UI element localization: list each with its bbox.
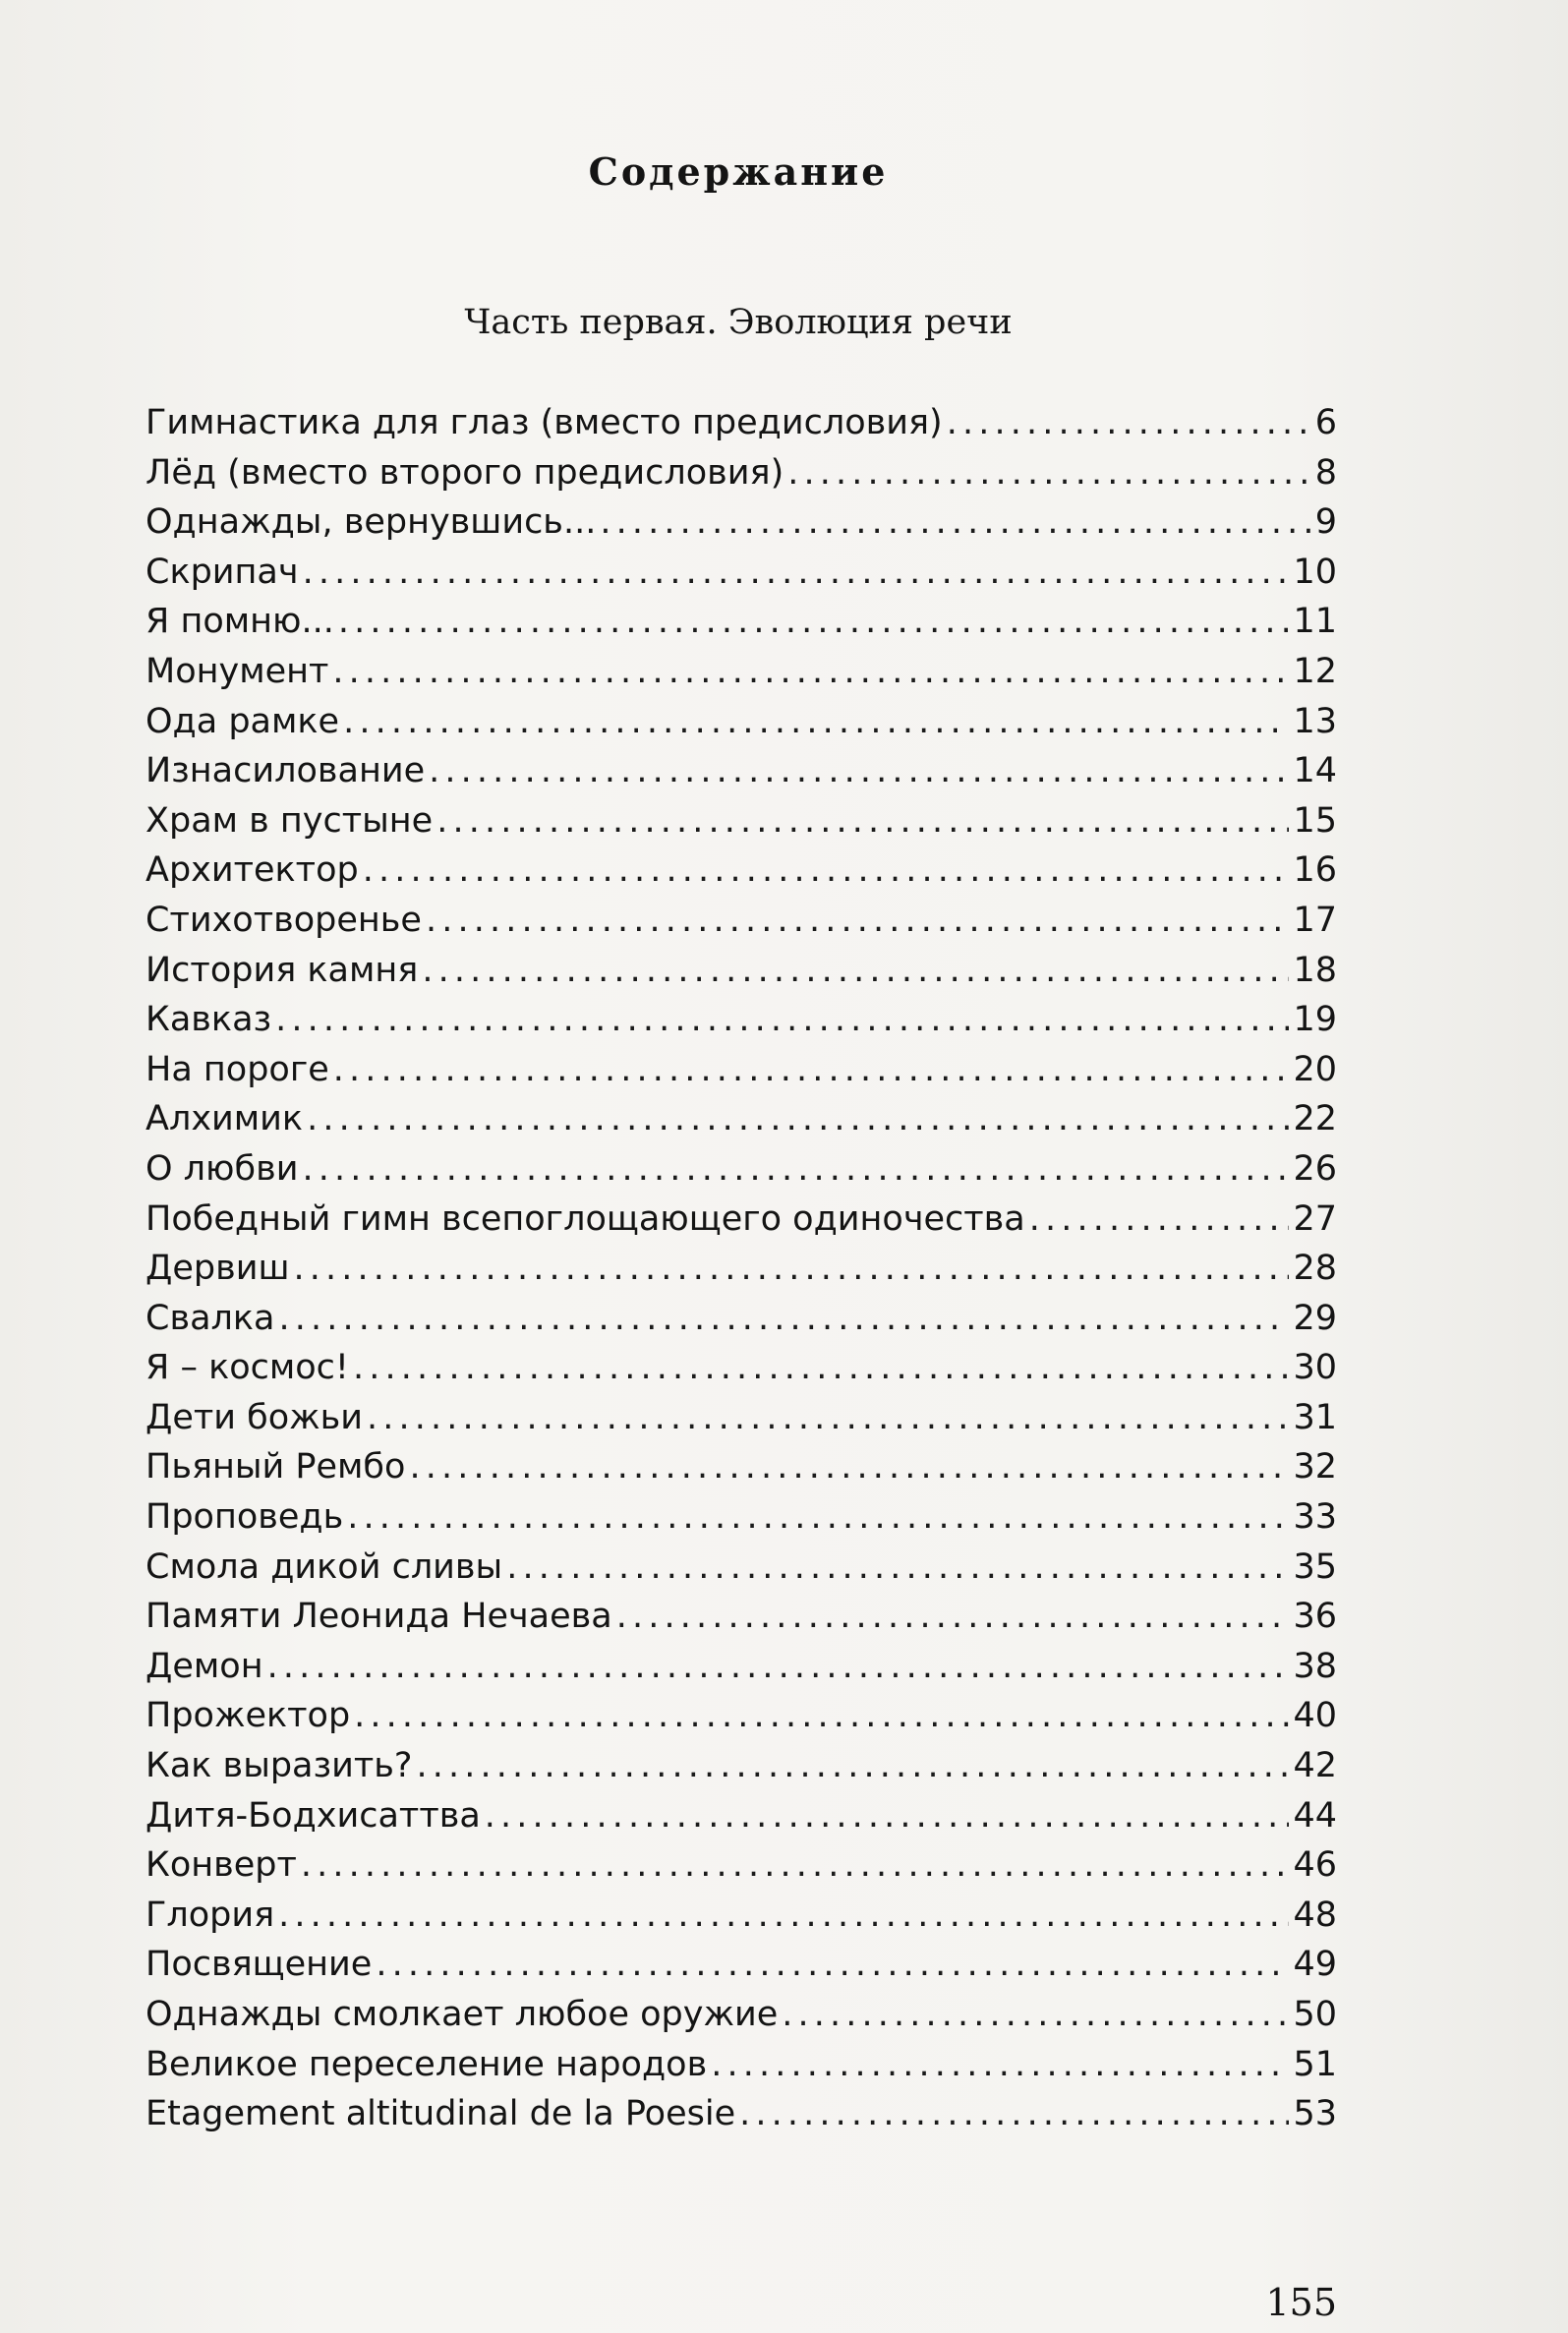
page-title: Содержание — [588, 149, 889, 194]
toc-entry-title: Etagement altitudinal de la Poesie — [145, 2094, 736, 2134]
toc-entry — [145, 1990, 1337, 2040]
toc-entry — [145, 1045, 1337, 1095]
toc-entry — [145, 1691, 1337, 1741]
dot-leader — [332, 647, 1289, 697]
toc-entry-title: История камня — [145, 950, 419, 990]
toc-entry-page: 33 — [1293, 1497, 1337, 1538]
dot-leader — [307, 1094, 1289, 1144]
dot-leader — [416, 1741, 1289, 1791]
toc-entry-page: 50 — [1293, 1995, 1337, 2034]
toc-entry-title: Демон — [145, 1646, 263, 1686]
toc-entry-page: 22 — [1293, 1099, 1337, 1139]
toc-entry-title: Как выразить? — [145, 1746, 413, 1786]
toc-entry-title: Глория — [145, 1895, 275, 1935]
dot-leader — [343, 697, 1289, 747]
toc-entry-page: 12 — [1293, 651, 1337, 691]
dot-leader — [422, 946, 1289, 996]
toc-entry — [145, 1195, 1337, 1245]
toc-entry-title: Изнасилование — [145, 751, 426, 791]
dot-leader — [278, 1294, 1289, 1344]
dot-leader — [294, 1244, 1290, 1294]
toc-entry-page: 44 — [1293, 1795, 1337, 1836]
toc-entry-page: 29 — [1293, 1298, 1337, 1338]
toc-entry-page: 28 — [1293, 1249, 1337, 1289]
dot-leader — [353, 1343, 1289, 1393]
toc-entry-page: 9 — [1314, 502, 1337, 543]
toc-entry — [145, 1144, 1337, 1195]
toc-entry-page: 26 — [1293, 1148, 1337, 1189]
dot-leader — [506, 1543, 1289, 1593]
table-of-contents — [145, 398, 1337, 2139]
toc-entry — [145, 2089, 1337, 2139]
toc-entry — [145, 1940, 1337, 1990]
toc-entry-title: Храм в пустыне — [145, 800, 434, 841]
dot-leader — [485, 1791, 1290, 1841]
dot-leader — [711, 2040, 1289, 2090]
toc-entry-title: Кавказ — [145, 1000, 272, 1040]
toc-entry-title: Алхимик — [145, 1099, 304, 1139]
toc-entry-page: 13 — [1293, 701, 1337, 741]
toc-entry-page: 14 — [1293, 751, 1337, 791]
toc-entry — [145, 995, 1337, 1045]
toc-entry-title: На пороге — [145, 1049, 329, 1089]
toc-entry-title: Я – космос! — [145, 1348, 349, 1388]
toc-entry-page: 38 — [1293, 1646, 1337, 1686]
toc-entry — [145, 1393, 1337, 1443]
toc-entry — [145, 1592, 1337, 1642]
toc-entry-page: 17 — [1293, 900, 1337, 940]
toc-entry-page: 42 — [1293, 1746, 1337, 1786]
dot-leader — [354, 1691, 1289, 1741]
toc-entry-title: Проповедь — [145, 1497, 344, 1538]
toc-entry-title: Смола дикой сливы — [145, 1546, 503, 1587]
toc-entry — [145, 1741, 1337, 1791]
toc-entry-page: 11 — [1293, 602, 1337, 642]
dot-leader — [302, 1144, 1289, 1195]
toc-entry — [145, 1543, 1337, 1593]
toc-entry-title: Великое переселение народов — [145, 2044, 708, 2084]
toc-entry-title: Дервиш — [145, 1249, 290, 1289]
toc-entry — [145, 597, 1337, 647]
toc-entry-page: 53 — [1293, 2094, 1337, 2134]
dot-leader — [409, 1442, 1289, 1492]
toc-entry-title: Конверт — [145, 1845, 297, 1886]
toc-entry-title: Дети божьи — [145, 1397, 364, 1437]
toc-entry-page: 18 — [1293, 950, 1337, 990]
toc-entry — [145, 497, 1337, 548]
dot-leader — [267, 1642, 1290, 1692]
toc-entry — [145, 746, 1337, 796]
part-heading: Часть первая. Эволюция речи — [464, 303, 1013, 342]
toc-entry — [145, 647, 1337, 697]
toc-entry — [145, 946, 1337, 996]
toc-entry-title: Я помню... — [145, 602, 334, 642]
toc-entry-page: 6 — [1314, 403, 1337, 442]
toc-entry-title: Дитя-Бодхисаттва — [145, 1795, 481, 1836]
toc-entry — [145, 697, 1337, 747]
toc-entry-title: Лёд (вместо второго предисловия) — [145, 452, 784, 493]
dot-leader — [301, 1840, 1290, 1891]
toc-entry-page: 8 — [1314, 452, 1337, 493]
toc-entry — [145, 1294, 1337, 1344]
toc-entry — [145, 896, 1337, 946]
toc-entry-page: 40 — [1293, 1696, 1337, 1736]
toc-entry-title: Монумент — [145, 651, 329, 691]
toc-entry-title: Посвящение — [145, 1945, 373, 1985]
toc-entry — [145, 1442, 1337, 1492]
toc-entry — [145, 1492, 1337, 1543]
dot-leader — [303, 548, 1290, 598]
dot-leader — [367, 1393, 1289, 1443]
toc-entry-page: 27 — [1293, 1198, 1337, 1239]
toc-entry-page: 30 — [1293, 1348, 1337, 1388]
dot-leader — [600, 497, 1310, 548]
dot-leader — [376, 1940, 1289, 1990]
dot-leader — [363, 846, 1290, 896]
toc-entry — [145, 1244, 1337, 1294]
toc-entry-title: Гимнастика для глаз (вместо предисловия) — [145, 403, 943, 442]
dot-leader — [436, 796, 1289, 846]
toc-entry — [145, 448, 1337, 498]
dot-leader — [275, 995, 1289, 1045]
toc-entry-page: 51 — [1293, 2044, 1337, 2084]
toc-entry-page: 19 — [1293, 1000, 1337, 1040]
toc-entry-page: 31 — [1293, 1397, 1337, 1437]
toc-entry-page: 10 — [1293, 552, 1337, 592]
toc-entry — [145, 1343, 1337, 1393]
dot-leader — [739, 2089, 1289, 2139]
toc-entry-title: Архитектор — [145, 850, 359, 891]
toc-entry-page: 36 — [1293, 1597, 1337, 1637]
dot-leader — [947, 398, 1311, 448]
toc-entry-title: Победный гимн всепоглощающего одиночества — [145, 1198, 1025, 1239]
toc-entry — [145, 1891, 1337, 1941]
dot-leader — [1029, 1195, 1290, 1245]
toc-entry-page: 15 — [1293, 800, 1337, 841]
toc-entry-title: О любви — [145, 1148, 299, 1189]
toc-entry-page: 49 — [1293, 1945, 1337, 1985]
toc-entry-title: Стихотворенье — [145, 900, 422, 940]
toc-entry-page: 32 — [1293, 1447, 1337, 1487]
toc-entry — [145, 846, 1337, 896]
toc-entry-title: Прожектор — [145, 1696, 351, 1736]
toc-entry-title: Однажды, вернувшись... — [145, 502, 597, 543]
toc-entry — [145, 1791, 1337, 1841]
dot-leader — [338, 597, 1290, 647]
dot-leader — [616, 1592, 1290, 1642]
dot-leader — [429, 746, 1289, 796]
dot-leader — [278, 1891, 1289, 1941]
toc-entry — [145, 796, 1337, 846]
dot-leader — [347, 1492, 1289, 1543]
toc-entry-page: 16 — [1293, 850, 1337, 891]
toc-entry-title: Свалка — [145, 1298, 275, 1338]
page-number: 155 — [1265, 2281, 1337, 2324]
toc-entry-title: Пьяный Рембо — [145, 1447, 406, 1487]
toc-entry — [145, 548, 1337, 598]
toc-entry-page: 46 — [1293, 1845, 1337, 1886]
toc-entry — [145, 1642, 1337, 1692]
dot-leader — [787, 448, 1310, 498]
toc-entry-title: Ода рамке — [145, 701, 340, 741]
toc-entry-title: Памяти Леонида Нечаева — [145, 1597, 612, 1637]
dot-leader — [333, 1045, 1290, 1095]
toc-entry-page: 35 — [1293, 1546, 1337, 1587]
toc-entry-title: Однажды смолкает любое оружие — [145, 1995, 779, 2034]
toc-entry — [145, 1840, 1337, 1891]
toc-entry-title: Скрипач — [145, 552, 299, 592]
dot-leader — [426, 896, 1290, 946]
toc-entry — [145, 398, 1337, 448]
toc-entry-page: 48 — [1293, 1895, 1337, 1935]
dot-leader — [782, 1990, 1289, 2040]
toc-entry — [145, 1094, 1337, 1144]
toc-entry-page: 20 — [1293, 1049, 1337, 1089]
toc-entry — [145, 2040, 1337, 2090]
